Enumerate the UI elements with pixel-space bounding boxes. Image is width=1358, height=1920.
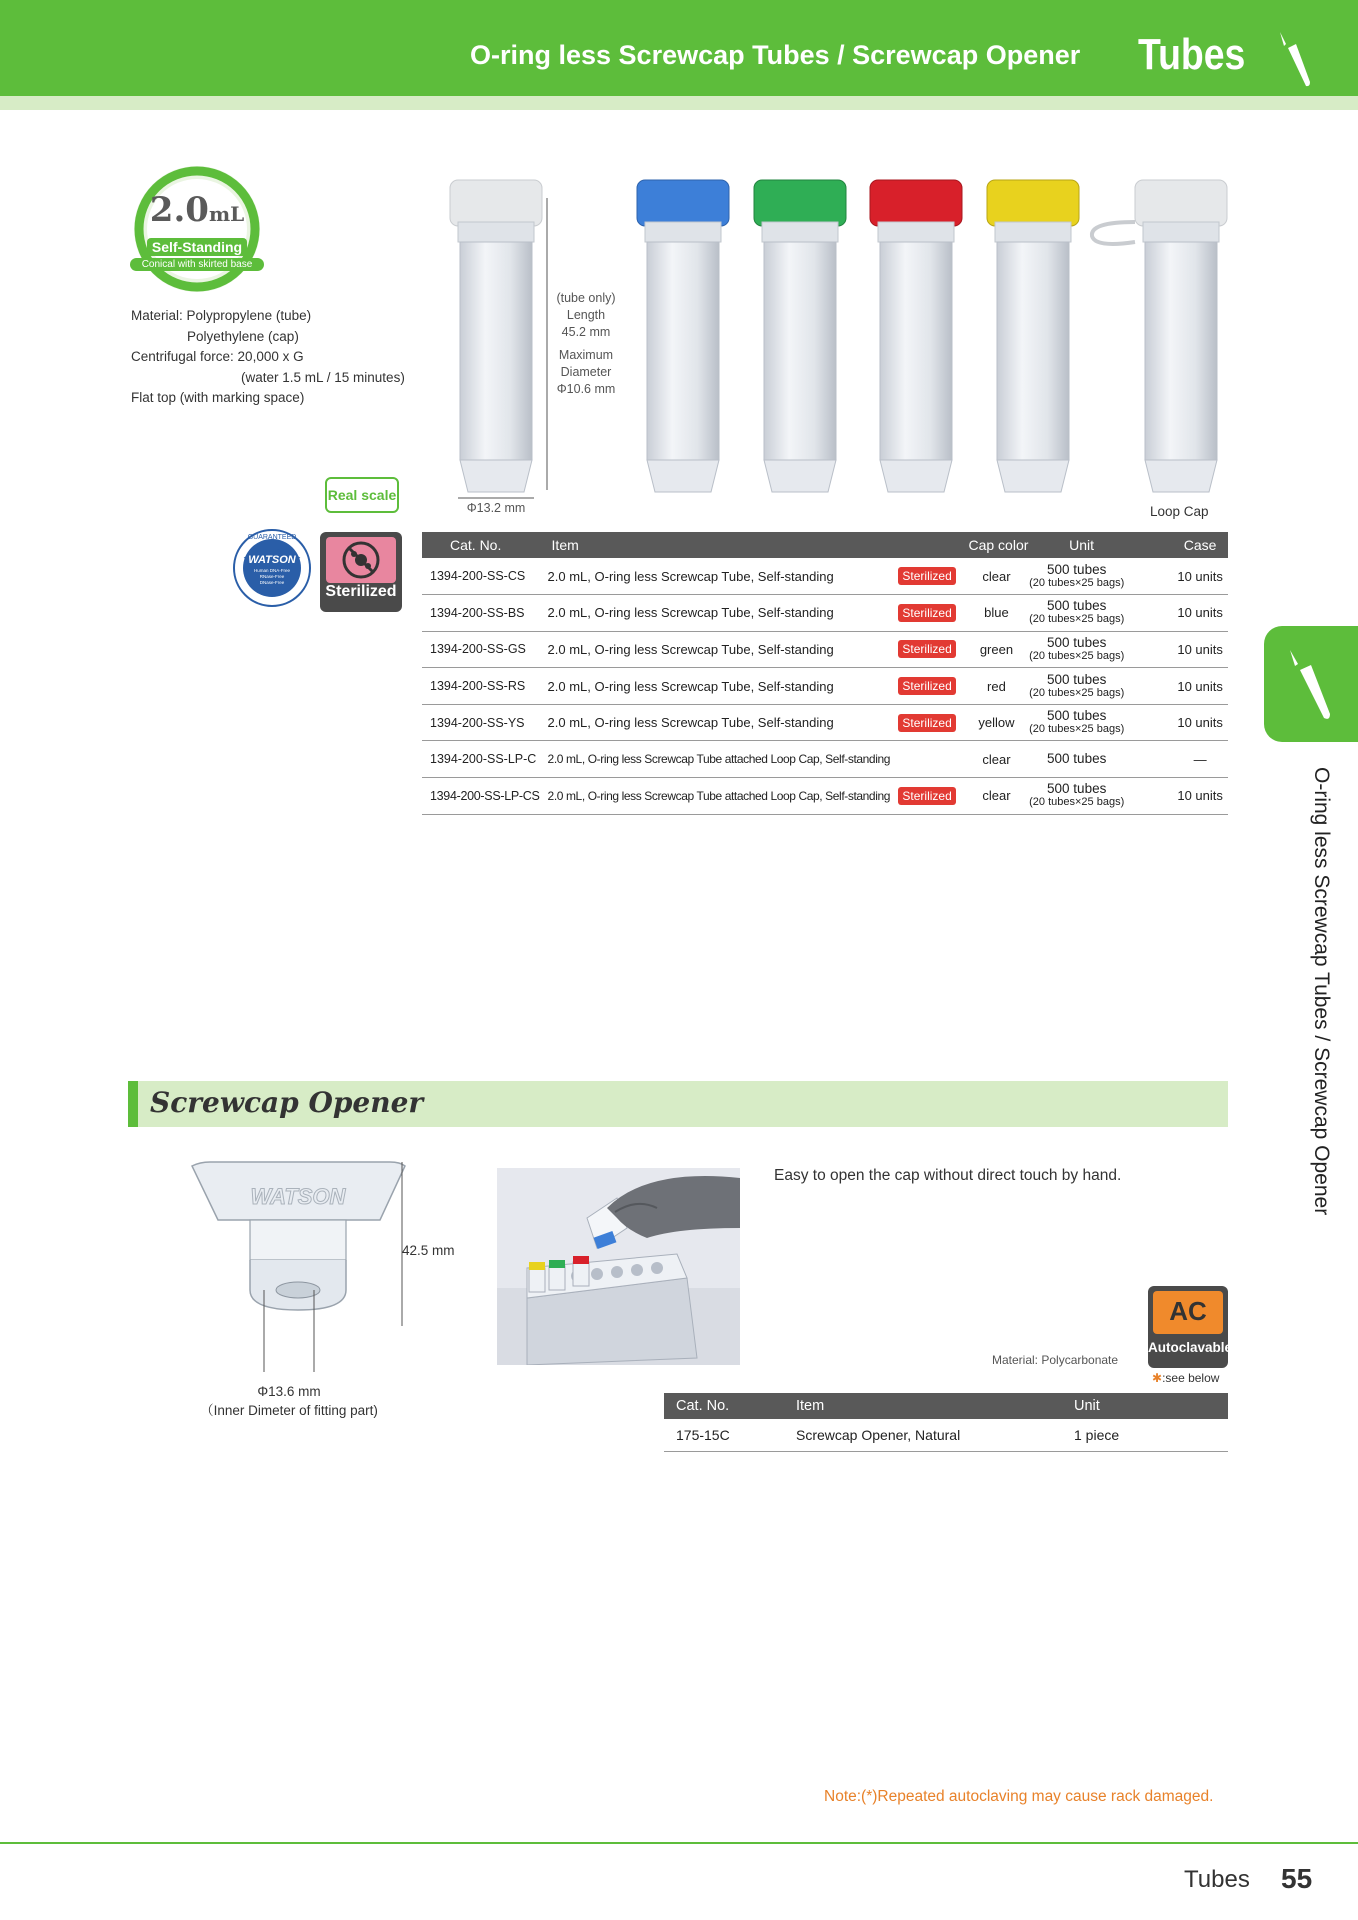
cat-no: 1394-200-SS-RS (422, 668, 544, 705)
sterilized-cell (894, 741, 959, 778)
unit-value: 1 piece (1062, 1419, 1228, 1451)
unit-value: 500 tubes (1047, 598, 1107, 614)
unit-sub: (20 tubes×25 bags) (1029, 576, 1125, 589)
autoclavable-badge (1148, 1286, 1233, 1368)
side-tab-label: O-ring less Screwcap Tubes / Screwcap Opener (1310, 767, 1333, 1216)
table-row (422, 631, 1228, 668)
opener-diameter-block (180, 1382, 398, 1420)
tube-green (754, 180, 846, 492)
item-name: 2.0 mL, O-ring less Screwcap Tube, Self-standing (544, 595, 895, 632)
no-bacteria-icon (326, 537, 396, 583)
cat-no: 1394-200-SS-YS (422, 704, 544, 741)
cap-color: clear (960, 558, 1069, 595)
header-unit: Unit (1069, 532, 1172, 558)
section-title: Screwcap Opener (150, 1086, 424, 1119)
header-subbar (0, 96, 1358, 110)
item-name: 2.0 mL, O-ring less Screwcap Tube attached Loop Cap, Self-standing (544, 741, 895, 778)
case-value: 10 units (1172, 668, 1228, 705)
see-below-note (1152, 1371, 1219, 1385)
footer-divider (0, 1842, 1358, 1844)
unit-sub: (20 tubes×25 bags) (1029, 723, 1125, 736)
sterilized-icon-bg (326, 537, 396, 583)
unit-sub: (20 tubes×25 bags) (1029, 613, 1125, 626)
badge-subtitle: Conical with skirted base (130, 258, 264, 271)
table-row (664, 1419, 1228, 1451)
screwcap-opener-image (190, 1160, 410, 1380)
header-unit: Unit (1062, 1393, 1228, 1419)
cap-color: red (960, 668, 1069, 705)
sterilized-cell (894, 595, 959, 632)
table-row (422, 704, 1228, 741)
product-table (422, 532, 1228, 815)
unit-cell (1025, 704, 1128, 741)
item-name: 2.0 mL, O-ring less Screwcap Tube, Self-standing (544, 668, 895, 705)
opener-usage-photo (497, 1168, 740, 1365)
category-title: Tubes (1138, 30, 1246, 79)
page-number: 55 (1281, 1863, 1313, 1894)
unit-cell (1025, 741, 1128, 778)
cap-color: yellow (960, 704, 1069, 741)
unit-sub: (20 tubes×25 bags) (1029, 796, 1125, 809)
table-header-row (422, 532, 1228, 558)
cat-no: 1394-200-SS-LP-C (422, 741, 544, 778)
header-case: Case (1172, 532, 1228, 558)
opener-table (664, 1393, 1228, 1452)
spec-material-cap: Polyethylene (cap) (187, 328, 299, 344)
sterilized-cell (894, 704, 959, 741)
unit-cell (1025, 595, 1128, 632)
cat-no: 1394-200-SS-LP-CS (422, 778, 544, 815)
seal-ring-text: GUARANTEED (247, 534, 297, 541)
spec-centrifugal: Centrifugal force: 20,000 x G (131, 349, 304, 364)
unit-sub: (20 tubes×25 bags) (1029, 686, 1125, 699)
unit-cell (1025, 668, 1128, 705)
sterilized-cell (894, 631, 959, 668)
see-below-text: :see below (1162, 1371, 1220, 1385)
sterilized-cell (894, 668, 959, 705)
unit-cell (1025, 631, 1128, 668)
spec-centrifugal-note: (water 1.5 mL / 15 minutes) (241, 369, 405, 385)
table-row (422, 558, 1228, 595)
unit-value: 500 tubes (1047, 751, 1107, 767)
badge-volume: 2.0 (149, 190, 209, 230)
sterilized-tag: Sterilized (898, 787, 955, 805)
cap-color: clear (960, 778, 1069, 815)
header-cap-color: Cap color (960, 532, 1069, 558)
header-spacer (894, 532, 959, 558)
diameter-dimension (549, 347, 623, 398)
cat-no: 1394-200-SS-GS (422, 631, 544, 668)
item-name: 2.0 mL, O-ring less Screwcap Tube, Self-standing (544, 558, 895, 595)
sterilized-cell (894, 778, 959, 815)
loop-cap-label: Loop Cap (1150, 504, 1209, 519)
side-tab-label-wrap (1303, 767, 1343, 1247)
table-header-row (664, 1393, 1228, 1419)
seal-logo-text: WATSON (248, 554, 296, 566)
header-cat-no: Cat. No. (664, 1393, 784, 1419)
badge-unit: mL (208, 202, 245, 226)
header-item: Item (544, 532, 895, 558)
tube-loop-cap (1092, 180, 1227, 492)
seal-line-1: Human DNA-Free (253, 568, 291, 573)
opener-diameter-note: （Inner Dimeter of fitting part) (200, 1403, 378, 1418)
length-dimension (549, 290, 623, 341)
sterilized-tag: Sterilized (898, 604, 955, 622)
case-value: 10 units (1172, 595, 1228, 632)
case-value: — (1172, 741, 1228, 778)
badge-type: Self-Standing (147, 238, 247, 256)
table-row (422, 668, 1228, 705)
seal-line-3: DNase-Free (259, 580, 285, 585)
table-row (422, 595, 1228, 632)
sterilized-cell (894, 558, 959, 595)
sterilized-label: Sterilized (325, 583, 397, 600)
item-name: Screwcap Opener, Natural (784, 1419, 1062, 1451)
case-value: 10 units (1172, 631, 1228, 668)
cat-no: 1394-200-SS-CS (422, 558, 544, 595)
autoclave-note: Note:(*)Repeated autoclaving may cause rack damaged. (824, 1788, 1214, 1805)
length-value: 45.2 mm (561, 325, 611, 339)
item-name: 2.0 mL, O-ring less Screwcap Tube, Self-standing (544, 704, 895, 741)
unit-cell (1025, 778, 1128, 815)
tube-yellow (987, 180, 1079, 492)
item-name: 2.0 mL, O-ring less Screwcap Tube, Self-standing (544, 631, 895, 668)
length-note: (tube only) (556, 291, 616, 305)
unit-value: 500 tubes (1047, 671, 1107, 687)
table-row (422, 778, 1228, 815)
opener-height: 42.5 mm (402, 1243, 455, 1258)
cat-no: 1394-200-SS-BS (422, 595, 544, 632)
cap-color: clear (960, 741, 1069, 778)
spec-flat-top: Flat top (with marking space) (131, 390, 305, 405)
length-label: Length (566, 308, 606, 322)
sterilized-badge (320, 532, 402, 612)
pipette-tip-icon (1284, 646, 1336, 722)
opener-description: Easy to open the cap without direct touch by hand. (774, 1167, 1122, 1184)
cap-color: blue (960, 595, 1069, 632)
unit-value: 500 tubes (1047, 781, 1107, 797)
unit-cell (1025, 558, 1128, 595)
diameter-label: Maximum (558, 348, 614, 362)
badge-volume-line (130, 190, 264, 230)
case-value: 10 units (1172, 558, 1228, 595)
header-item: Item (784, 1393, 1062, 1419)
table-row (422, 741, 1228, 778)
sterilized-tag: Sterilized (898, 640, 955, 658)
spec-list (131, 306, 405, 409)
item-name: 2.0 mL, O-ring less Screwcap Tube attached Loop Cap, Self-standing (544, 778, 895, 815)
case-value: 10 units (1172, 778, 1228, 815)
cat-no: 175-15C (664, 1419, 784, 1451)
unit-value: 500 tubes (1047, 561, 1107, 577)
tube-blue (637, 180, 729, 492)
sterilized-tag: Sterilized (898, 677, 955, 695)
header-cat-no: Cat. No. (422, 532, 544, 558)
autoclave-icon: AC (1169, 1296, 1207, 1326)
unit-value: 500 tubes (1047, 634, 1107, 650)
pipette-tip-icon (1276, 30, 1312, 88)
page-title: O-ring less Screwcap Tubes / Screwcap Opener (470, 40, 1081, 70)
volume-badge (130, 162, 264, 296)
diameter-value: Φ10.6 mm (556, 382, 616, 396)
spec-material: Material: Polypropylene (tube) (131, 308, 312, 323)
base-dimension: Φ13.2 mm (466, 501, 526, 515)
sterilized-tag: Sterilized (898, 567, 955, 585)
diameter-label-2: Diameter (560, 365, 612, 379)
unit-value: 500 tubes (1047, 708, 1107, 724)
watson-guarantee-seal (232, 528, 312, 608)
real-scale-badge: Real scale (325, 477, 399, 513)
cap-color: green (960, 631, 1069, 668)
opener-diameter: Φ13.6 mm (257, 1384, 321, 1399)
sterilized-tag: Sterilized (898, 714, 955, 732)
unit-sub: (20 tubes×25 bags) (1029, 649, 1125, 662)
side-tab[interactable] (1264, 626, 1358, 742)
case-value: 10 units (1172, 704, 1228, 741)
opener-material: Material: Polycarbonate (992, 1353, 1119, 1367)
autoclavable-label: Autoclavable (1148, 1340, 1233, 1355)
opener-logo: WATSON (250, 1184, 346, 1209)
asterisk-icon: ✱ (1152, 1371, 1163, 1385)
tube-clear (450, 180, 542, 492)
seal-line-2: RNase-Free (259, 574, 285, 579)
tube-red (870, 180, 962, 492)
footer-category: Tubes (1184, 1866, 1250, 1893)
